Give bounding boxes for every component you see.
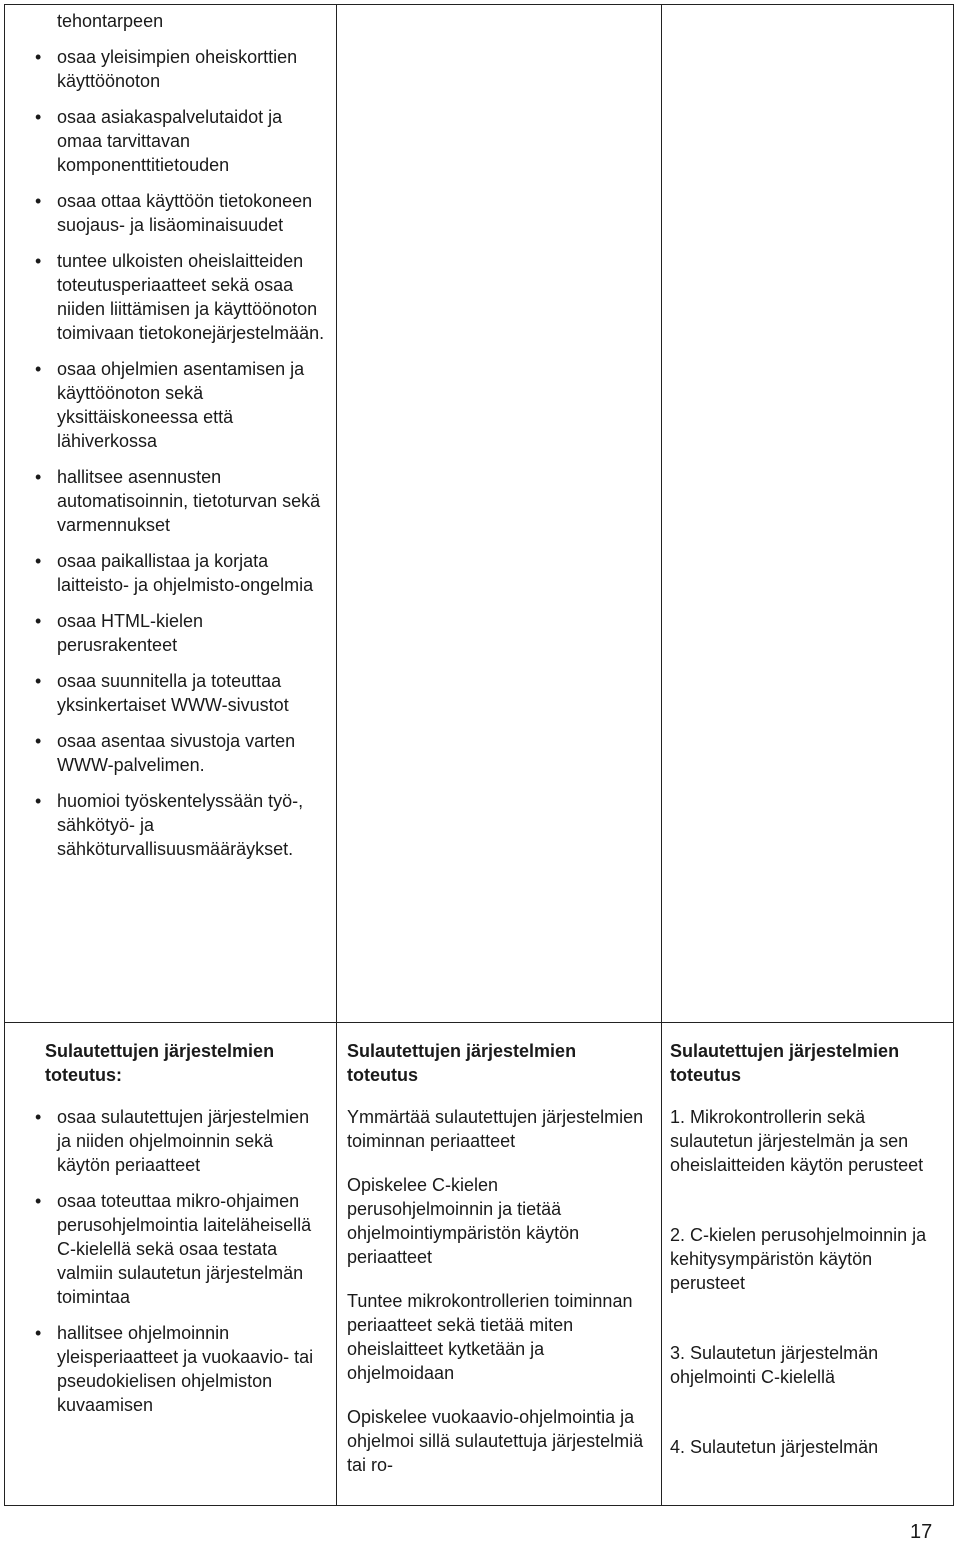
list-item: • osaa HTML-kielen perusrakenteet bbox=[35, 609, 328, 657]
table-row bbox=[5, 5, 954, 1023]
list-item: • hallitsee ohjelmoinnin yleisperiaatteet ja vuokaavio- tai pseudokielisen ohjelmiston kuvaamisen bbox=[35, 1321, 328, 1417]
list-item: • osaa asiakaspalvelutaidot ja omaa tarvittavan komponenttitietouden bbox=[35, 105, 328, 177]
upper-col3-cell bbox=[662, 5, 954, 1023]
page-number: 17 bbox=[910, 1521, 933, 1543]
paragraph: Opiskelee vuokaavio-ohjelmointia ja ohjelmoi sillä sulautettuja järjestelmiä tai ro- bbox=[347, 1407, 644, 1475]
list-item: • osaa sulautettujen järjestelmien ja niiden ohjelmoinnin sekä käytön periaatteet bbox=[35, 1105, 328, 1177]
list-item: • hallitsee asennusten automatisoinnin, tietoturvan sekä varmennukset bbox=[35, 465, 328, 537]
paragraph: Ymmärtää sulautettujen järjestelmien toiminnan periaatteet bbox=[347, 1107, 644, 1151]
section-heading: Sulautettujen järjestelmien toteutus: bbox=[45, 1041, 275, 1085]
list-item: • tuntee ulkoisten oheislaitteiden toteutusperiaatteet sekä osaa niiden liittämisen ja käyttöönoton toimivaan tietokonejärjestelmään. bbox=[35, 249, 328, 345]
list-item: • osaa toteuttaa mikro-ohjaimen perusohjelmointia laiteläheisellä C-kielellä sekä osaa testata valmiin sulautetun järjestelmän toimintaa bbox=[35, 1189, 328, 1309]
list-item: • osaa yleisimpien oheiskorttien käyttöönoton bbox=[35, 45, 328, 93]
list-item: • osaa paikallistaa ja korjata laitteisto- ja ohjelmisto-ongelmia bbox=[35, 549, 328, 597]
numbered-section: 4. Sulautetun järjestelmän bbox=[670, 1437, 879, 1457]
section-heading: Sulautettujen järjestelmien toteutus bbox=[670, 1041, 900, 1085]
continued-text: tehontarpeen bbox=[57, 11, 164, 31]
list-item: • osaa ottaa käyttöön tietokoneen suojaus- ja lisäominaisuudet bbox=[35, 189, 328, 237]
numbered-section: 2. C-kielen perusohjelmoinnin ja kehitysympäristön käytön perusteet bbox=[670, 1225, 927, 1293]
upper-col1-cell bbox=[5, 5, 337, 1023]
lower-col3-cell bbox=[662, 1023, 954, 1506]
list-item: • huomioi työskentelyssään työ-, sähkötyö- ja sähköturvallisuusmääräykset. bbox=[35, 789, 328, 861]
list-item: • osaa ohjelmien asentamisen ja käyttöönoton sekä yksittäiskoneessa että lähiverkossa bbox=[35, 357, 328, 453]
lower-col2-cell bbox=[337, 1023, 662, 1506]
numbered-section: 3. Sulautetun järjestelmän ohjelmointi C-kielellä bbox=[670, 1343, 879, 1387]
curriculum-table bbox=[4, 4, 954, 1506]
section-heading: Sulautettujen järjestelmien toteutus bbox=[347, 1041, 577, 1085]
list-item: • osaa suunnitella ja toteuttaa yksinkertaiset WWW-sivustot bbox=[35, 669, 328, 717]
list-item: • osaa asentaa sivustoja varten WWW-palvelimen. bbox=[35, 729, 328, 777]
lower-col1-cell bbox=[5, 1023, 337, 1506]
table-row bbox=[5, 1023, 954, 1506]
numbered-section: 1. Mikrokontrollerin sekä sulautetun järjestelmän ja sen oheislaitteiden käytön perusteet bbox=[670, 1107, 924, 1175]
paragraph: Opiskelee C-kielen perusohjelmoinnin ja tietää ohjelmointiympäristön käytön periaatteet bbox=[347, 1175, 580, 1267]
paragraph: Tuntee mikrokontrollerien toiminnan periaatteet sekä tietää miten oheislaitteet kytketään ja ohjelmoidaan bbox=[347, 1291, 633, 1383]
upper-col2-cell bbox=[337, 5, 662, 1023]
